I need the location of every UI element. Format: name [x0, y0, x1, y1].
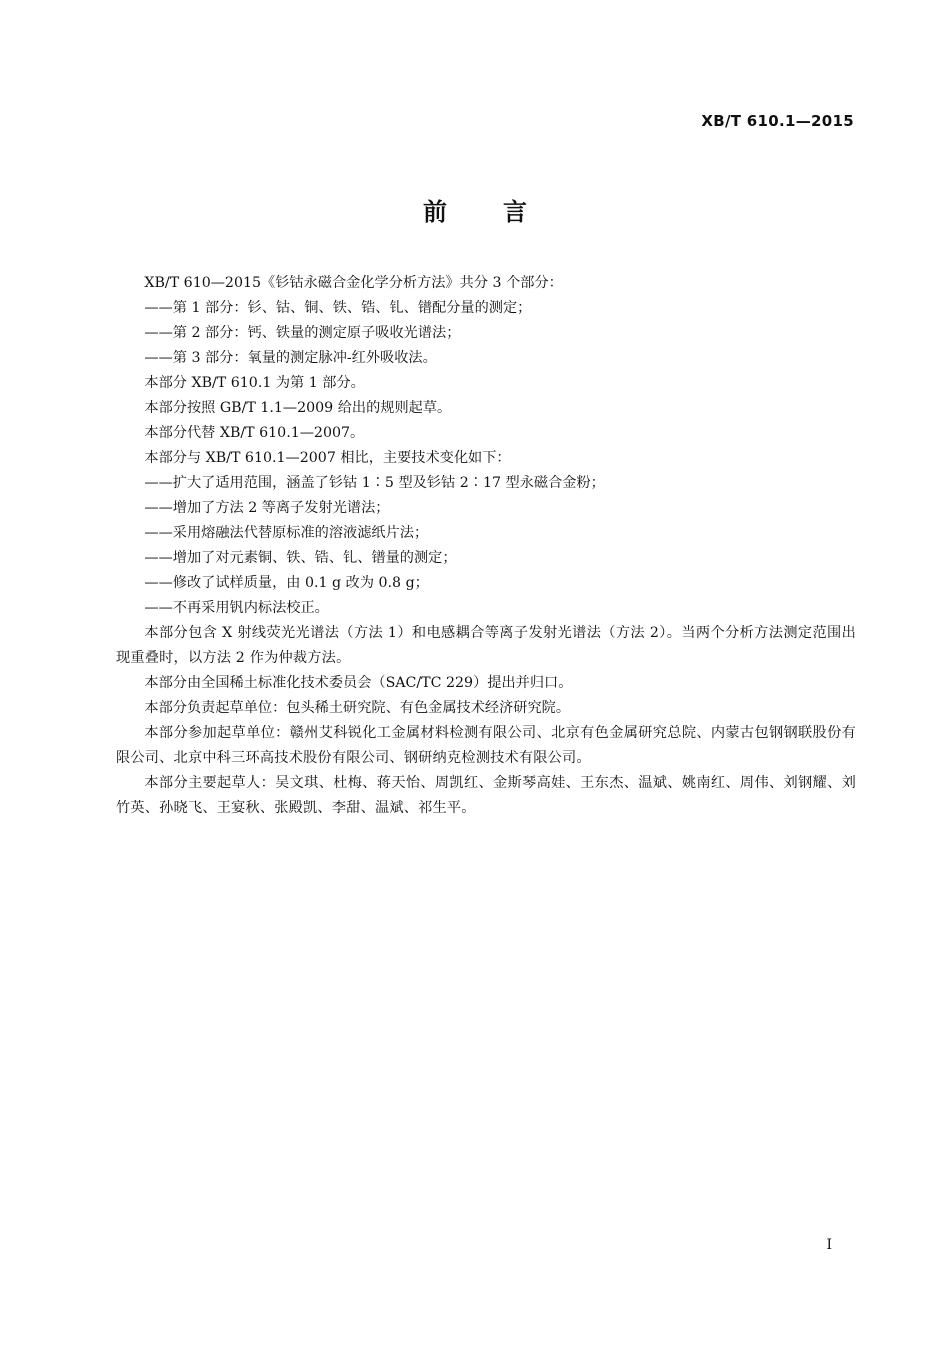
- list-item: ——修改了试样质量，由 0.1 g 改为 0.8 g；: [144, 575, 429, 591]
- page-title: 前言: [423, 198, 583, 226]
- standard-code: XB/T 610.1—2015: [701, 112, 854, 130]
- list-item: ——第 3 部分：氧量的测定脉冲-红外吸收法。: [144, 350, 437, 366]
- foreword-body: [116, 271, 856, 821]
- list-item: ——不再采用钒内标法校正。: [144, 600, 329, 616]
- paragraph: 本部分包含 X 射线荧光光谱法（方法 1）和电感耦合等离子发射光谱法（方法 2）。当两个分析方法测定范围出现重叠时，以方法 2 作为仲裁方法。: [116, 625, 856, 666]
- list-item: ——增加了方法 2 等离子发射光谱法；: [144, 500, 390, 516]
- paragraph: 本部分负责起草单位：包头稀土研究院、有色金属技术经济研究院。: [144, 700, 571, 716]
- paragraph: XB/T 610—2015《钐钴永磁合金化学分析方法》共分 3 个部分：: [144, 275, 563, 291]
- paragraph: 本部分 XB/T 610.1 为第 1 部分。: [144, 375, 365, 391]
- paragraph: 本部分主要起草人：吴文琪、杜梅、蒋天怡、周凯红、金斯琴高娃、王东杰、温斌、姚南红、周伟、刘钢耀、刘竹英、孙晓飞、王宴秋、张殿凯、李甜、温斌、祁生平。: [116, 775, 856, 816]
- list-item: ——扩大了适用范围，涵盖了钐钴 1∶5 型及钐钴 2∶17 型永磁合金粉；: [144, 475, 605, 491]
- list-item: ——第 1 部分：钐、钴、铜、铁、锆、钆、镨配分量的测定；: [144, 300, 532, 316]
- page-number: I: [826, 1237, 832, 1253]
- paragraph: 本部分由全国稀土标准化技术委员会（SAC/TC 229）提出并归口。: [144, 675, 573, 691]
- list-item: ——采用熔融法代替原标准的溶液滤纸片法；: [144, 525, 429, 541]
- paragraph: 本部分按照 GB/T 1.1—2009 给出的规则起草。: [144, 400, 452, 416]
- paragraph: 本部分代替 XB/T 610.1—2007。: [144, 425, 365, 441]
- list-item: ——第 2 部分：钙、铁量的测定原子吸收光谱法；: [144, 325, 461, 341]
- paragraph: 本部分参加起草单位：赣州艾科锐化工金属材料检测有限公司、北京有色金属研究总院、内蒙古包钢钢联股份有限公司、北京中科三环高技术股份有限公司、钢研纳克检测技术有限公司。: [116, 725, 856, 766]
- paragraph: 本部分与 XB/T 610.1—2007 相比，主要技术变化如下：: [144, 450, 511, 466]
- list-item: ——增加了对元素铜、铁、锆、钆、镨量的测定；: [144, 550, 457, 566]
